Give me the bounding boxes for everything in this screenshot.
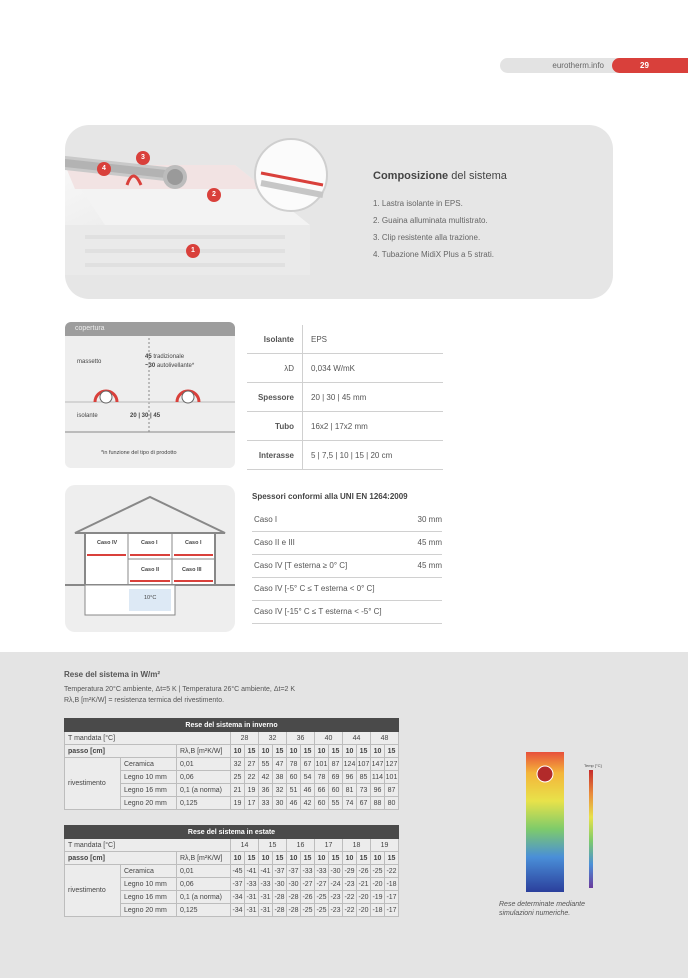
rese-title: Rese del sistema in W/m² bbox=[64, 670, 161, 679]
passo-cell: 10 bbox=[231, 852, 245, 865]
covering-name: Legno 20 mm bbox=[121, 797, 177, 810]
passo-cell: 10 bbox=[259, 745, 273, 758]
table-row bbox=[65, 865, 399, 878]
rese-subtitle: Temperatura 20°C ambiente, Δt=5 K | Temperatura 26°C ambiente, Δt=2 K Rλ,B [m²K/W] = resistenza termica del rivestimento. bbox=[64, 686, 296, 704]
output-value: -26 bbox=[357, 865, 371, 878]
rivestimento-label: rivestimento bbox=[65, 865, 121, 917]
rivestimento-label: rivestimento bbox=[65, 758, 121, 810]
temperature-cell: 36 bbox=[287, 732, 315, 745]
output-value: 36 bbox=[259, 784, 273, 797]
stratigraphy-diagram bbox=[65, 322, 235, 468]
output-value: -22 bbox=[343, 904, 357, 917]
covering-name: Ceramica bbox=[121, 758, 177, 771]
temperature-cell: 19 bbox=[371, 839, 399, 852]
property-row: Interasse 5 | 7,5 | 10 | 15 | 20 cm bbox=[247, 441, 443, 470]
isolante-value: 20 | 30 | 45 bbox=[130, 413, 161, 419]
output-value: 42 bbox=[301, 797, 315, 810]
covering-name: Legno 16 mm bbox=[121, 891, 177, 904]
table-caption: Rese del sistema in inverno bbox=[65, 719, 399, 732]
output-value: -30 bbox=[273, 878, 287, 891]
passo-cell: 15 bbox=[245, 852, 259, 865]
resistance-value: 0,1 (a norma) bbox=[177, 784, 231, 797]
output-value: 17 bbox=[245, 797, 259, 810]
output-value: -18 bbox=[371, 904, 385, 917]
passo-cell: 10 bbox=[259, 852, 273, 865]
output-value: 25 bbox=[231, 771, 245, 784]
output-value: 127 bbox=[385, 758, 399, 771]
thickness-table bbox=[252, 492, 442, 624]
output-value: 60 bbox=[287, 771, 301, 784]
output-value: -31 bbox=[259, 904, 273, 917]
output-value: 54 bbox=[301, 771, 315, 784]
passo-cell: 15 bbox=[357, 745, 371, 758]
output-value: -33 bbox=[259, 878, 273, 891]
composition-list bbox=[373, 195, 494, 263]
room-label: Caso II bbox=[141, 567, 160, 573]
output-value: -23 bbox=[329, 904, 343, 917]
tmandata-label: T mandata [°C] bbox=[65, 732, 231, 745]
isolante-label: isolante bbox=[77, 413, 98, 419]
temperature-cell: 14 bbox=[231, 839, 259, 852]
output-value: 81 bbox=[343, 784, 357, 797]
output-value: -34 bbox=[231, 891, 245, 904]
covering-name: Legno 20 mm bbox=[121, 904, 177, 917]
output-value: -33 bbox=[315, 865, 329, 878]
marker-1: 1 bbox=[186, 244, 200, 258]
output-value: -37 bbox=[287, 865, 301, 878]
tmandata-label: T mandata [°C] bbox=[65, 839, 231, 852]
output-value: 42 bbox=[259, 771, 273, 784]
passo-cell: 15 bbox=[385, 745, 399, 758]
passo-cell: 15 bbox=[301, 745, 315, 758]
output-value: 107 bbox=[357, 758, 371, 771]
table-row bbox=[65, 732, 399, 745]
thickness-row: Caso IV [-5° C ≤ T esterna < 0° C] bbox=[252, 578, 442, 601]
massetto-label: massetto bbox=[77, 359, 102, 365]
temperature-cell: 32 bbox=[259, 732, 287, 745]
resistance-value: 0,01 bbox=[177, 865, 231, 878]
output-value: -33 bbox=[301, 865, 315, 878]
table-row bbox=[65, 745, 399, 758]
output-value: 51 bbox=[287, 784, 301, 797]
output-value: 30 bbox=[273, 797, 287, 810]
massetto-value: 45 tradizionale ~30 autolivellante* bbox=[145, 354, 195, 369]
output-value: -23 bbox=[343, 878, 357, 891]
table-row bbox=[65, 839, 399, 852]
output-value: -26 bbox=[301, 891, 315, 904]
output-value: -18 bbox=[385, 878, 399, 891]
output-value: -25 bbox=[301, 904, 315, 917]
output-value: 73 bbox=[357, 784, 371, 797]
passo-cell: 15 bbox=[385, 852, 399, 865]
output-value: 88 bbox=[371, 797, 385, 810]
composition-item: 3. Clip resistente alla trazione. bbox=[373, 233, 481, 242]
output-value: 47 bbox=[273, 758, 287, 771]
output-value: 87 bbox=[329, 758, 343, 771]
temperature-cell: 16 bbox=[287, 839, 315, 852]
output-value: -31 bbox=[245, 891, 259, 904]
output-value: 38 bbox=[273, 771, 287, 784]
composition-item: 1. Lastra isolante in EPS. bbox=[373, 199, 463, 208]
table-row bbox=[65, 758, 399, 771]
passo-cell: 10 bbox=[371, 852, 385, 865]
resistance-label: Rλ,B [m²K/W] bbox=[177, 745, 231, 758]
output-value: -30 bbox=[329, 865, 343, 878]
output-value: 67 bbox=[301, 758, 315, 771]
output-value: -20 bbox=[357, 904, 371, 917]
output-value: 33 bbox=[259, 797, 273, 810]
output-value: -31 bbox=[259, 891, 273, 904]
temperature-cell: 28 bbox=[231, 732, 259, 745]
room-label: Caso IV bbox=[97, 540, 118, 546]
composition-item: 4. Tubazione MidiX Plus a 5 strati. bbox=[373, 250, 494, 259]
passo-cell: 10 bbox=[315, 745, 329, 758]
output-value: 74 bbox=[343, 797, 357, 810]
table-row bbox=[65, 852, 399, 865]
table-caption-row bbox=[65, 719, 399, 732]
summer-output-table bbox=[64, 825, 399, 917]
output-value: 87 bbox=[385, 784, 399, 797]
covering-name: Legno 10 mm bbox=[121, 878, 177, 891]
system-illustration bbox=[65, 125, 613, 299]
passo-cell: 15 bbox=[357, 852, 371, 865]
output-value: 96 bbox=[343, 771, 357, 784]
output-value: 32 bbox=[273, 784, 287, 797]
output-value: -20 bbox=[357, 891, 371, 904]
output-value: -17 bbox=[385, 891, 399, 904]
temperature-cell: 17 bbox=[315, 839, 343, 852]
thickness-row: Caso IV [T esterna ≥ 0° C] 45 mm bbox=[252, 555, 442, 578]
output-value: -37 bbox=[231, 878, 245, 891]
output-value: 80 bbox=[385, 797, 399, 810]
temperature-cell: 40 bbox=[315, 732, 343, 745]
passo-cell: 15 bbox=[329, 745, 343, 758]
resistance-value: 0,06 bbox=[177, 771, 231, 784]
composition-item: 2. Guaina alluminata multistrato. bbox=[373, 216, 488, 225]
property-row: Isolante EPS bbox=[247, 325, 443, 354]
marker-3: 3 bbox=[136, 151, 150, 165]
output-value: -22 bbox=[343, 891, 357, 904]
output-value: 32 bbox=[231, 758, 245, 771]
output-value: -17 bbox=[385, 904, 399, 917]
output-value: -31 bbox=[245, 904, 259, 917]
output-value: 69 bbox=[329, 771, 343, 784]
room-label: Caso I bbox=[141, 540, 158, 546]
output-value: 27 bbox=[245, 758, 259, 771]
resistance-value: 0,125 bbox=[177, 904, 231, 917]
output-value: 19 bbox=[231, 797, 245, 810]
temperature-cell: 15 bbox=[259, 839, 287, 852]
output-value: 96 bbox=[371, 784, 385, 797]
output-value: -27 bbox=[301, 878, 315, 891]
output-value: 19 bbox=[245, 784, 259, 797]
covering-name: Ceramica bbox=[121, 865, 177, 878]
composition-title: Composizione del sistema bbox=[373, 170, 507, 182]
simulation-legend-label: Temp [°C] bbox=[584, 763, 602, 768]
simulation-colorbar bbox=[589, 770, 593, 888]
output-value: 55 bbox=[329, 797, 343, 810]
house-diagram bbox=[65, 485, 235, 632]
table-caption-row bbox=[65, 826, 399, 839]
output-value: -30 bbox=[287, 878, 301, 891]
passo-cell: 10 bbox=[343, 745, 357, 758]
composition-panel bbox=[65, 125, 613, 299]
passo-cell: 15 bbox=[273, 745, 287, 758]
output-value: 46 bbox=[301, 784, 315, 797]
covering-name: Legno 16 mm bbox=[121, 784, 177, 797]
output-value: -27 bbox=[315, 878, 329, 891]
marker-4: 4 bbox=[97, 162, 111, 176]
temperature-cell: 44 bbox=[343, 732, 371, 745]
output-value: 101 bbox=[385, 771, 399, 784]
output-value: -22 bbox=[385, 865, 399, 878]
properties-table bbox=[247, 325, 443, 470]
passo-cell: 10 bbox=[371, 745, 385, 758]
passo-cell: 10 bbox=[315, 852, 329, 865]
output-value: -24 bbox=[329, 878, 343, 891]
output-value: -23 bbox=[329, 891, 343, 904]
table-caption: Rese del sistema in estate bbox=[65, 826, 399, 839]
resistance-label: Rλ,B [m²K/W] bbox=[177, 852, 231, 865]
property-row: Spessore 20 | 30 | 45 mm bbox=[247, 383, 443, 412]
room-label: Caso III bbox=[182, 567, 202, 573]
output-value: -45 bbox=[231, 865, 245, 878]
thickness-row: Caso II e III 45 mm bbox=[252, 532, 442, 555]
output-value: 85 bbox=[357, 771, 371, 784]
output-value: 147 bbox=[371, 758, 385, 771]
output-value: 21 bbox=[231, 784, 245, 797]
passo-cell: 10 bbox=[343, 852, 357, 865]
stratigraphy-footnote: *in funzione del tipo di prodotto bbox=[101, 450, 177, 456]
resistance-value: 0,125 bbox=[177, 797, 231, 810]
output-value: 67 bbox=[357, 797, 371, 810]
output-value: 124 bbox=[343, 758, 357, 771]
output-value: -28 bbox=[287, 891, 301, 904]
thickness-title: Spessori conformi alla UNI EN 1264:2009 bbox=[252, 492, 408, 501]
property-row: λD 0,034 W/mK bbox=[247, 354, 443, 383]
output-value: -21 bbox=[357, 878, 371, 891]
temperature-cell: 48 bbox=[371, 732, 399, 745]
site-url[interactable]: eurotherm.info bbox=[552, 61, 604, 70]
temperature-cell: 18 bbox=[343, 839, 371, 852]
page-number: 29 bbox=[612, 58, 688, 73]
passo-cell: 15 bbox=[245, 745, 259, 758]
passo-label: passo [cm] bbox=[65, 745, 177, 758]
output-value: 60 bbox=[329, 784, 343, 797]
output-value: 60 bbox=[315, 797, 329, 810]
resistance-value: 0,06 bbox=[177, 878, 231, 891]
property-row: Tubo 16x2 | 17x2 mm bbox=[247, 412, 443, 441]
output-value: 22 bbox=[245, 771, 259, 784]
thermal-simulation-image bbox=[526, 752, 576, 892]
output-value: -28 bbox=[273, 904, 287, 917]
output-value: -28 bbox=[287, 904, 301, 917]
house-drawing bbox=[65, 485, 235, 632]
output-value: -33 bbox=[245, 878, 259, 891]
output-value: -20 bbox=[371, 878, 385, 891]
passo-cell: 15 bbox=[273, 852, 287, 865]
output-value: 114 bbox=[371, 771, 385, 784]
output-value: -34 bbox=[231, 904, 245, 917]
output-value: -41 bbox=[259, 865, 273, 878]
passo-cell: 10 bbox=[287, 852, 301, 865]
covering-name: Legno 10 mm bbox=[121, 771, 177, 784]
passo-cell: 15 bbox=[301, 852, 315, 865]
output-value: -37 bbox=[273, 865, 287, 878]
output-value: 55 bbox=[259, 758, 273, 771]
room-label: Caso I bbox=[185, 540, 202, 546]
output-value: 78 bbox=[315, 771, 329, 784]
resistance-value: 0,01 bbox=[177, 758, 231, 771]
output-value: -25 bbox=[315, 891, 329, 904]
passo-cell: 10 bbox=[287, 745, 301, 758]
marker-2: 2 bbox=[207, 188, 221, 202]
output-value: 78 bbox=[287, 758, 301, 771]
output-value: -25 bbox=[371, 865, 385, 878]
passo-label: passo [cm] bbox=[65, 852, 177, 865]
passo-cell: 15 bbox=[329, 852, 343, 865]
output-value: 46 bbox=[287, 797, 301, 810]
output-value: -25 bbox=[315, 904, 329, 917]
output-value: -29 bbox=[343, 865, 357, 878]
passo-cell: 10 bbox=[231, 745, 245, 758]
resistance-value: 0,1 (a norma) bbox=[177, 891, 231, 904]
simulation-caption: Rese determinate mediante simulazioni numeriche. bbox=[499, 901, 585, 917]
output-value: 101 bbox=[315, 758, 329, 771]
thickness-row: Caso IV [-15° C ≤ T esterna < -5° C] bbox=[252, 601, 442, 624]
output-value: -19 bbox=[371, 891, 385, 904]
stratigraphy-header: copertura bbox=[65, 322, 235, 336]
output-value: 66 bbox=[315, 784, 329, 797]
output-value: -41 bbox=[245, 865, 259, 878]
winter-output-table bbox=[64, 718, 399, 810]
cellar-temperature: 10°C bbox=[144, 595, 157, 601]
thickness-row: Caso I 30 mm bbox=[252, 509, 442, 532]
output-value: -28 bbox=[273, 891, 287, 904]
